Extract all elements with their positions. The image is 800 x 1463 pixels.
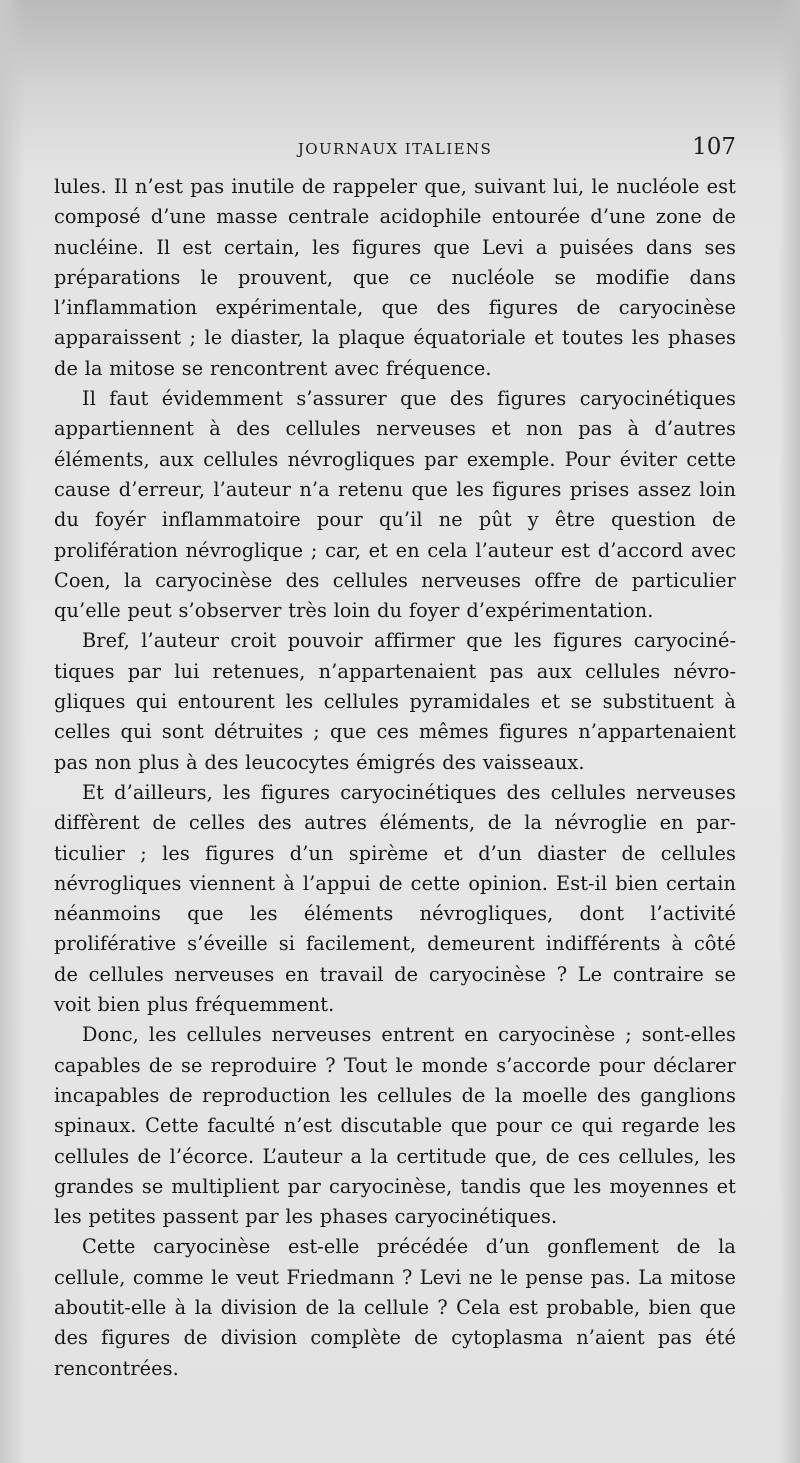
paragraph: Donc, les cellules nerveuses entrent en caryocinèse ; sont-elles capables de se reproduire ? Tout le monde s’accorde pour déclarer incapables de reproduction les cellules de la moelle des ganglions spinaux. Cette faculté n’est discutable que pour ce qui regarde les cellules de l’écorce. L’auteur a la certitude que, de ces cellules, les grandes se multiplient par caryocinèse, tandis que les moyennes et les petites passent par les phases caryocinétiques. — [54, 1023, 736, 1229]
paragraph: lules. Il n’est pas inutile de rappeler que, suivant lui, le nucléole est composé d’une masse centrale acidophile entourée d’une zone de nucléine. Il est certain, les figures que Levi a puisées dans ses préparations le prouvent, que ce nucléole se modifie dans l’inflammation expérimentale, que des figures de caryocinèse apparaissent ; le diaster, la plaque équatoriale et toutes les phases de la mitose se rencontrent avec fréquence. — [54, 175, 736, 380]
paragraph: Et d’ailleurs, les figures caryocinétiques des cellules nerveuses diffèrent de celles des autres éléments, de la névroglie en particulier ; les figures d’un spirème et d’un diaster de cellules névrogliques viennent à l’appui de cette opinion. Est-il bien certain néanmoins que les éléments névrogliques, dont l’activité proliférative s’éveille si facilement, demeurent indifférents à côté de cellules nerveuses en travail de caryocinèse ? Le contraire se voit bien plus fréquemment. — [54, 780, 736, 1017]
running-title: JOURNAUX ITALIENS — [297, 140, 493, 158]
page-number: 107 — [692, 134, 736, 160]
page-header — [54, 134, 736, 166]
paragraph: Bref, l’auteur croit pouvoir affirmer que les figures caryocinétiques par lui retenues, n’appartenaient pas aux cellules névrogliques qui entourent les cellules pyramidales et se substituent à celles qui sont détruites ; que ces mêmes figures n’appartenaient pas non plus à des leucocytes émigrés des vaisseaux. — [54, 629, 736, 774]
paragraph: Il faut évidemment s’assurer que des figures caryocinétiques appartiennent à des cellules nerveuses et non pas à d’autres éléments, aux cellules névrogliques par exemple. Pour éviter cette cause d’erreur, l’auteur n’a retenu que les figures prises assez loin du foyér inflammatoire pour qu’il ne pût y être question de prolifération névroglique ; car, et en cela l’auteur est d’accord avec Coen, la caryocinèse des cellules nerveuses offre de particulier qu’elle peut s’observer très loin du foyer d’expérimentation. — [54, 387, 736, 623]
body-text — [54, 172, 736, 1384]
paragraph: Cette caryocinèse est-elle précédée d’un gonflement de la cellule, comme le veut Friedmann ? Levi ne le pense pas. La mitose aboutit-elle à la division de la cellule ? Cela est probable, bien que des figures de division complète de cytoplasma n’aient pas été rencontrées. — [54, 1235, 736, 1380]
